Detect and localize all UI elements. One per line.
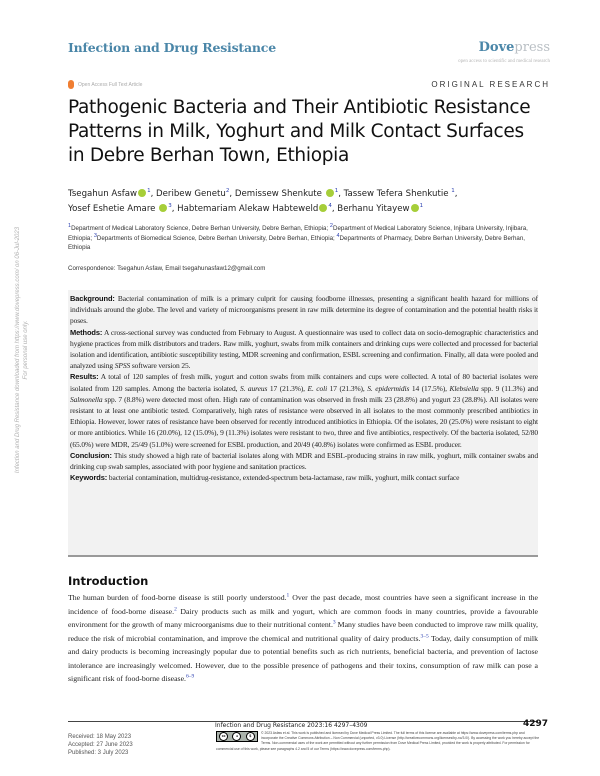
introduction-body: The human burden of food-borne disease is still poorly understood.$^1$ Over the past decade, most countries have seen a significant increase in the incidence of food-borne disease.$^2$ Dairy products such as milk and yogurt, which are common foods in many countries, provide a favourable environment for the growth of many microorganisms due to their nutritional content.$^3$ Many studies have been conducted to improve raw milk quality, reduce the risk of microbial contamination, and improve the chemical and nutritional quality of dairy products.$^{3-5}$ Today, daily consumption of milk and dairy products is becoming increasingly popular due to potential benefits such as rich nutrients, beneficial bacteria, and prevention of lactose intolerance are increasingly welcomed. However, due to the possible presence of pathogens and their toxins, consumption of raw milk can pose a significant risk of food-borne disease.$^{6-9}$ [68, 592, 538, 684]
abstract [70, 293, 538, 483]
author[interactable]: Deribew Genetu$^2$ [156, 188, 230, 199]
author[interactable]: Tassew Tefera Shenkutie $^1$ [343, 188, 455, 199]
citation-link[interactable]: 3–5 [420, 633, 429, 640]
publisher-brand[interactable] [458, 40, 550, 64]
dovepress-logo: Dovepress [478, 40, 550, 55]
abstract-results-section: Results: A total of 120 samples of fresh milk, yogurt and cotton swabs from milk containers and cups were collected. A total of 80 bacterial isolates were isolated from 120 samples. Among the bacteria isolated, S. aureus 17 (21.3%), E. coli 17 (21.3%), S. epidermidis 14 (17.5%), Klebsiella spp. 9 (11.3%) and Salmonella spp. 7 (8.8%) were detected most often. High rate of contamination was observed in fresh milk 23 (28.8%) and yogurt 23 (28.8%). All isolates were resistant to at least one antibiotic tested. Comparatively, high rates of resistance were observed in all isolates to the most commonly prescribed antibiotics in Ethiopia. However, lower rates of resistance have been observed for recently introduced antibiotics in Ethiopia. Of the isolates, 20 (25.0%) were resistant to eight or more antibiotics. While 16 (20.0%), 12 (15.0%), 9 (11.3%) isolates were resistant to two, three and five antibiotics, respectively. Of the bacteria isolated, 52/80 (65.0%) were MDR, 25/49 (51.0%) were screened for ESBL production, and 20/49 (40.8%) isolates were confirmed as ESBL producer. [70, 372, 539, 449]
citation-link[interactable]: 3 [332, 619, 336, 626]
orcid-icon[interactable] [319, 204, 327, 212]
abstract-methods-section: Methods: A cross-sectional survey was conducted from February to August. A questionnaire was used to collect data on socio-demographic characteristics and hygiene practices from milk distributors and traders. Raw milk, yoghurt, swabs from milk containers and drinking cups were collected and processed for bacterial isolation and identification, antibiotic susceptibility testing, MDR screening and confirmation, ESBL screening and confirmation. Finally, all data were pooled and analyzed using SPSS software version 25. [70, 327, 538, 371]
page-number: 4297 [522, 719, 548, 729]
by-icon: ● [232, 732, 241, 741]
citation-link[interactable]: 6–9 [186, 673, 195, 680]
abstract-background-section: Background: Bacterial contamination of milk is a primary culprit for causing foodborne illnesses, presenting a significant health hazard for millions of individuals around the globe. The level and variety of microorganisms present in raw milk determine its degree of contamination and the potential health risks it poses. [70, 294, 538, 326]
author[interactable]: Demissew Shenkute $^1$ [234, 188, 339, 199]
nc-icon: $ [246, 732, 255, 741]
license-block [216, 731, 542, 752]
author[interactable]: Tsegahun Asfaw $^1$ [68, 188, 151, 199]
open-access-lock-icon [68, 80, 74, 89]
orcid-icon[interactable] [159, 204, 167, 212]
orcid-icon[interactable] [411, 204, 419, 212]
creative-commons-icon[interactable] [216, 731, 258, 742]
footer-citation: Infection and Drug Resistance 2023:16 4297–4309 [215, 722, 368, 729]
author[interactable]: Yosef Eshetie Amare $^3$ [68, 203, 172, 214]
correspondence: Correspondence: Tsegahun Asfaw, Email tsegahunasfaw12@gmail.com [68, 265, 266, 272]
orcid-icon[interactable] [138, 189, 146, 197]
download-note: Infection and Drug Resistance downloaded from https://www.dovepress.com/ on 06-Jul-2023 For personal use only. [15, 226, 29, 474]
cc-icon: cc [219, 732, 228, 741]
abstract-conclusion-section: Conclusion: This study showed a high rate of bacterial isolates along with MDR and ESBL-producing strains in raw milk, yoghurt, milk container swabs and drinking cup swab samples, associated with poor hygiene and sanitation practices. [70, 450, 538, 472]
license-text: © 2023 Asfaw et al. This work is published and licensed by Dove Medical Press Limited. The full terms of this license are available at https://www.dovepress.com/terms.php and incorporate the Creative Commons Attribution – Non Commercial (unported, v3.0) License (http://creativecommons.org/licenses/by-nc/3.0/). By accessing the work you hereby accept the Terms. Non-commercial uses of the work are permitted without any further permission from Dove Medical Press Limited, provided the work is properly attributed. For permission for commercial use of this work, please see paragraphs 4.2 and 5 of our Terms (https://www.dovepress.com/terms.php). [216, 731, 540, 751]
paper-title: Pathogenic Bacteria and Their Antibiotic Resistance Patterns in Milk, Yoghurt and Milk Contact Surfaces in Debre Berhan Town, Ethiopia [68, 97, 531, 166]
author-list: Tsegahun Asfaw $^1$, Deribew Genetu$^2$, Demissew Shenkute $^1$, Tassew Tefera Shenkutie $^1$, Yosef Eshetie Amare $^3$, Habtemariam Alekaw Habteweld $^4$, Berhanu Yitayew $^1$ [68, 188, 458, 214]
author[interactable]: Berhanu Yitayew $^1$ [337, 203, 424, 214]
affiliations: $^1$Department of Medical Laboratory Science, Debre Berhan University, Debre Berhan, Ethiopia; $^2$Department of Medical Laboratory Science, Injibara University, Injibara, Ethiopia; $^3$Departments of Biomedical Science, Debre Berhan University, Debre Berhan, Ethiopia; $^4$Departments of Pharmacy, Debre Berhan University, Debre Berhan, Ethiopia [68, 222, 528, 252]
introduction-heading: Introduction [68, 574, 149, 588]
article-type: ORIGINAL RESEARCH [431, 80, 550, 89]
citation-link[interactable]: 1 [286, 592, 290, 599]
author[interactable]: Habtemariam Alekaw Habteweld $^4$ [177, 203, 332, 214]
abstract-keywords-section: Keywords: bacterial contamination, multidrug-resistance, extended-spectrum beta-lactamase, raw milk, yoghurt, milk contact surface [70, 473, 460, 483]
abstract-divider [68, 555, 538, 557]
brand-tagline: open access to scientific and medical research [458, 59, 550, 64]
orcid-icon[interactable] [326, 189, 334, 197]
journal-title: Infection and Drug Resistance [68, 40, 276, 55]
open-access-label: Open Access Full Text Article [68, 80, 142, 89]
publication-dates: Received: 18 May 2023 Accepted: 27 June 2023 Published: 3 July 2023 [68, 734, 133, 756]
citation-link[interactable]: 2 [174, 605, 177, 612]
